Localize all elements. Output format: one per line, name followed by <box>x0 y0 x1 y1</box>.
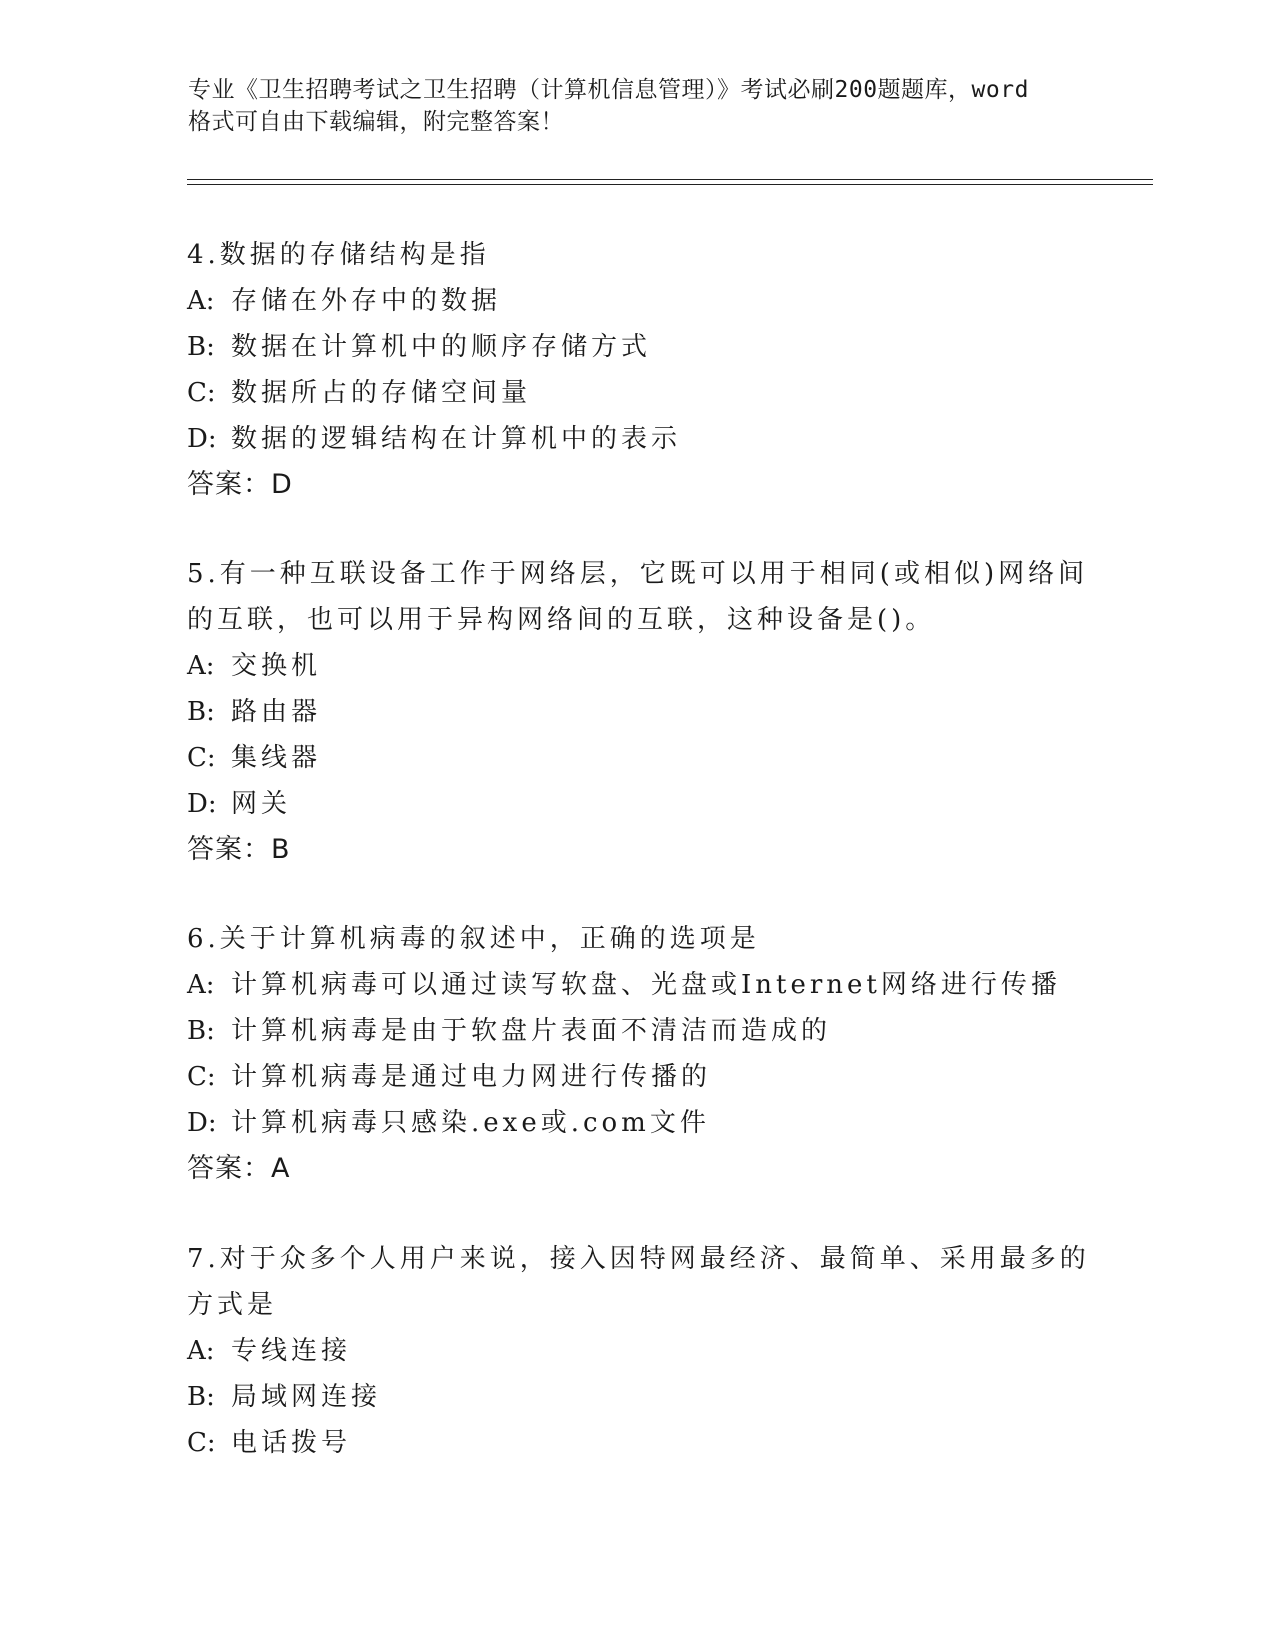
option-text: 数据在计算机中的顺序存储方式 <box>231 332 652 362</box>
option-letter: C: <box>187 378 216 408</box>
option-text: 路由器 <box>231 697 322 727</box>
option-letter: C: <box>187 1062 216 1092</box>
option-text: 计算机病毒是由于软盘片表面不清洁而造成的 <box>231 1016 832 1046</box>
option-text: 专线连接 <box>231 1336 352 1366</box>
question-stem: 6.关于计算机病毒的叙述中，正确的选项是 <box>187 924 760 954</box>
option-d <box>187 1100 1087 1146</box>
answer-line: 答案：D <box>187 469 293 500</box>
header-line-1: 专业《卫生招聘考试之卫生招聘（计算机信息管理）》考试必刷200题题库，word <box>188 77 1029 103</box>
option-letter: B: <box>187 1016 215 1046</box>
question-stem: 5.有一种互联设备工作于网络层，它既可以用于相同(或相似)网络间 <box>187 559 1089 589</box>
option-letter: A: <box>187 1336 215 1366</box>
option-text: 计算机病毒是通过电力网进行传播的 <box>231 1062 712 1092</box>
option-c <box>187 370 1087 416</box>
option-letter: A: <box>187 651 215 681</box>
option-d <box>187 781 1087 827</box>
option-a <box>187 643 1087 689</box>
answer-line: 答案：B <box>187 834 291 865</box>
option-letter: D: <box>187 424 217 454</box>
header-line-2: 格式可自由下载编辑，附完整答案！ <box>188 109 564 135</box>
option-letter: A: <box>187 970 215 1000</box>
option-letter: C: <box>187 743 216 773</box>
option-a <box>187 278 1087 324</box>
question-5 <box>187 551 1087 873</box>
option-text: 网关 <box>231 789 292 819</box>
option-b <box>187 689 1087 735</box>
question-stem: 7.对于众多个人用户来说，接入因特网最经济、最简单、采用最多的 <box>187 1244 1090 1274</box>
option-text: 集线器 <box>231 743 322 773</box>
header-divider-top <box>187 179 1153 180</box>
option-text: 数据的逻辑结构在计算机中的表示 <box>231 424 682 454</box>
option-c <box>187 1054 1087 1100</box>
option-a <box>187 962 1087 1008</box>
option-text: 电话拨号 <box>231 1428 352 1458</box>
option-letter: B: <box>187 697 215 727</box>
option-text: 交换机 <box>231 651 322 681</box>
option-text: 计算机病毒只感染.exe或.com文件 <box>231 1108 710 1138</box>
option-letter: C: <box>187 1428 216 1458</box>
option-c <box>187 1420 1087 1466</box>
option-a <box>187 1328 1087 1374</box>
question-stem: 4.数据的存储结构是指 <box>187 240 490 270</box>
option-letter: D: <box>187 789 217 819</box>
question-7 <box>187 1236 1090 1466</box>
option-letter: B: <box>187 332 215 362</box>
question-6 <box>187 916 1087 1192</box>
option-d <box>187 416 1087 462</box>
header-divider-bottom <box>187 184 1153 185</box>
question-4 <box>187 232 1087 508</box>
option-b <box>187 324 1087 370</box>
option-letter: D: <box>187 1108 217 1138</box>
question-stem: 方式是 <box>187 1290 278 1320</box>
answer-line: 答案：A <box>187 1153 291 1184</box>
option-text: 存储在外存中的数据 <box>231 286 502 316</box>
option-text: 计算机病毒可以通过读写软盘、光盘或Internet网络进行传播 <box>231 970 1061 1000</box>
option-letter: B: <box>187 1382 215 1412</box>
option-c <box>187 735 1087 781</box>
option-text: 数据所占的存储空间量 <box>231 378 532 408</box>
option-letter: A: <box>187 286 215 316</box>
option-b <box>187 1374 1087 1420</box>
option-text: 局域网连接 <box>231 1382 382 1412</box>
question-stem: 的互联，也可以用于异构网络间的互联，这种设备是()。 <box>187 605 936 635</box>
option-b <box>187 1008 1087 1054</box>
document-header <box>188 74 1088 138</box>
